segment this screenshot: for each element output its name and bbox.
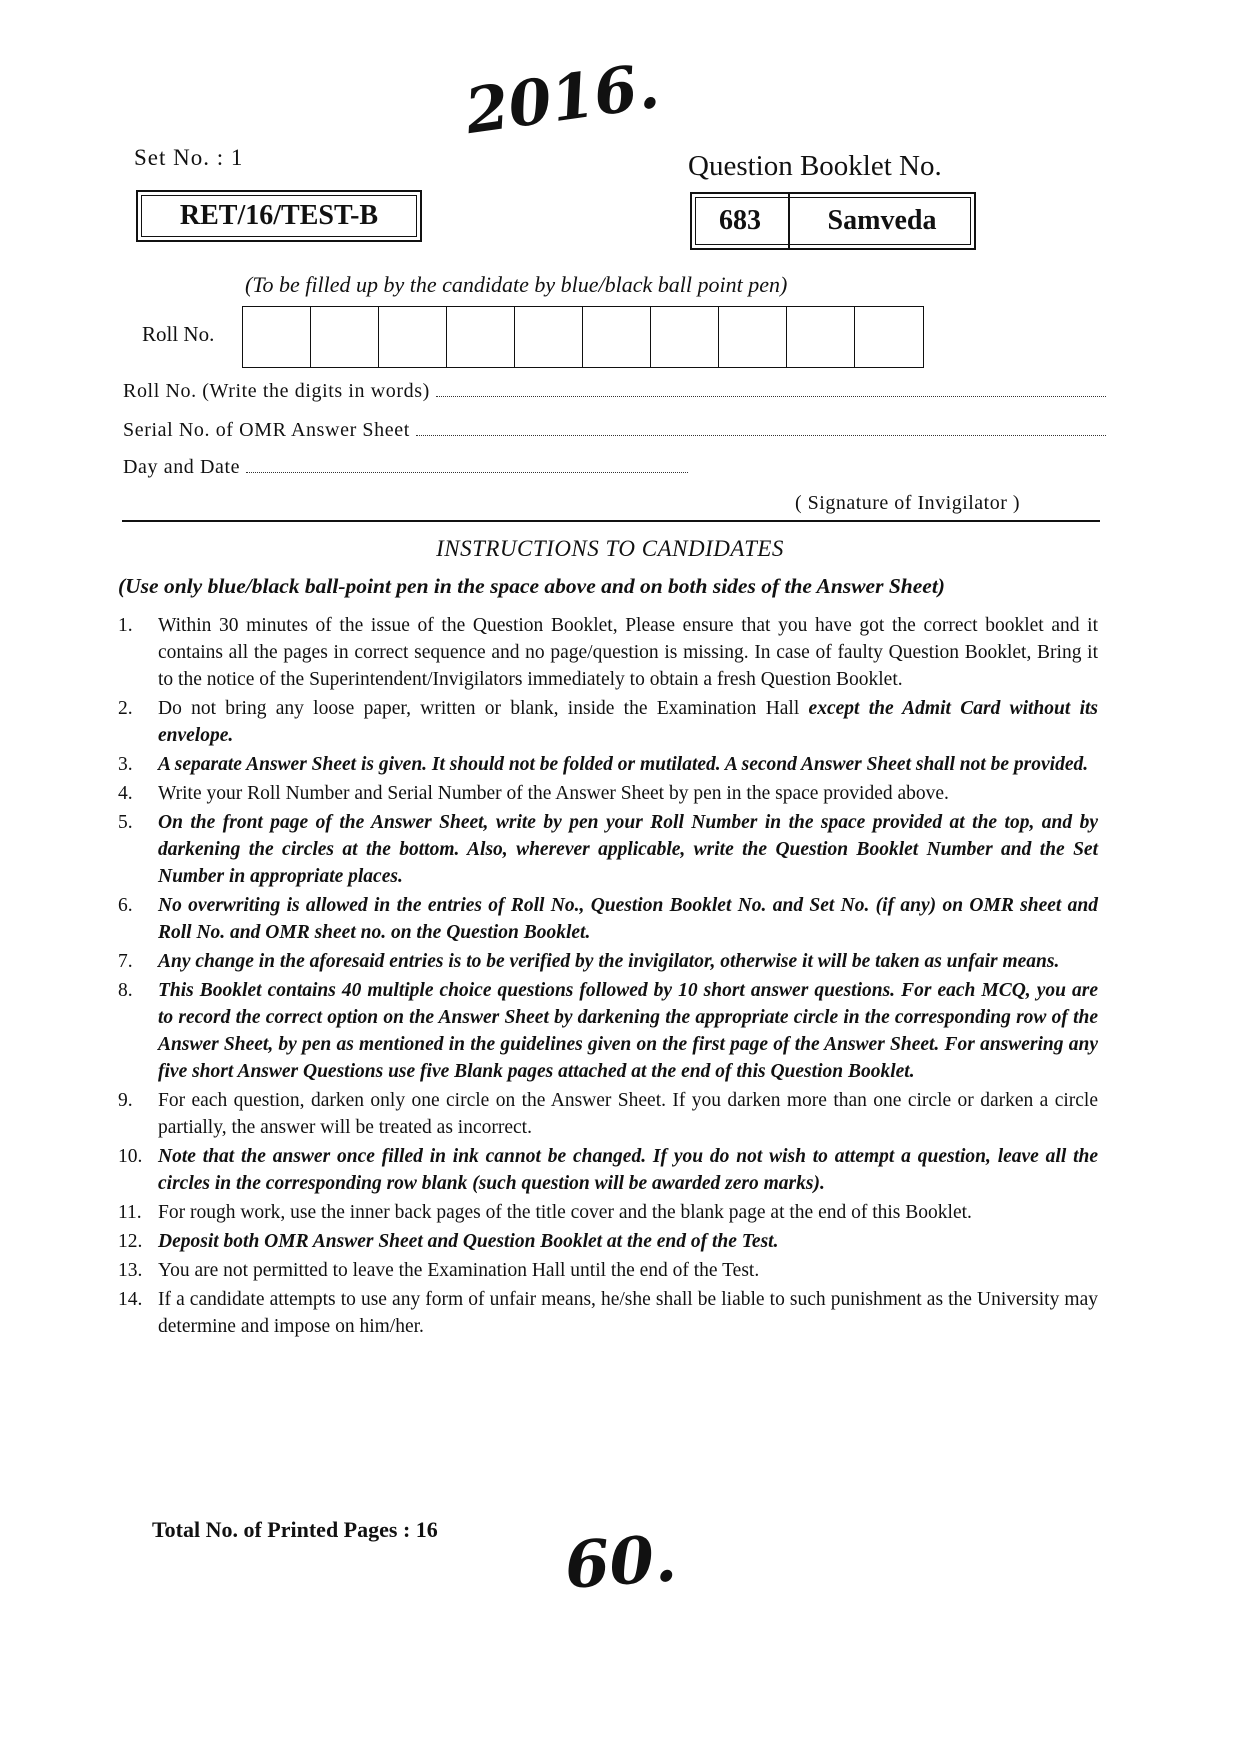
instruction-item [118, 780, 1098, 807]
instruction-text [158, 751, 1098, 778]
instruction-item [118, 751, 1098, 778]
instruction-item [118, 695, 1098, 749]
handwritten-year: 2016. [460, 48, 664, 149]
booklet-name: Samveda [827, 205, 937, 236]
instruction-number: 6. [118, 895, 133, 916]
roll-digit-box[interactable] [719, 307, 787, 367]
instruction-emphasis-text: Note that the answer once filled in ink cannot be changed. If you do not wish to attempt a question, leave all the circles in the corresponding row blank (such question will be awarded zero marks). [158, 1146, 1098, 1194]
instruction-number: 11. [118, 1202, 142, 1223]
instructions-list [118, 612, 1098, 1342]
instruction-item [118, 612, 1098, 693]
invigilator-signature-label: ( Signature of Invigilator ) [795, 492, 1021, 514]
instruction-text [158, 892, 1098, 946]
instruction-number: 10. [118, 1146, 143, 1167]
instruction-number: 1. [118, 615, 133, 636]
instruction-number: 4. [118, 783, 133, 804]
roll-in-words-blank[interactable] [436, 395, 1106, 397]
instruction-emphasis-text: On the front page of the Answer Sheet, write by pen your Roll Number in the space provided at the top, and by darkening the circles at the bottom. Also, wherever applicable, write the Question Booklet Number and the Set Number in appropriate places. [158, 812, 1098, 887]
instruction-item [118, 1257, 1098, 1284]
day-date-label: Day and Date [123, 456, 241, 478]
instruction-number: 7. [118, 951, 133, 972]
roll-digit-box[interactable] [583, 307, 651, 367]
instruction-plain-text: For each question, darken only one circle on the Answer Sheet. If you darken more than one circle or darken a circle partially, the answer will be treated as incorrect. [158, 1090, 1098, 1138]
instruction-item [118, 892, 1098, 946]
instruction-item [118, 1087, 1098, 1141]
instruction-item [118, 809, 1098, 890]
roll-digit-box[interactable] [651, 307, 719, 367]
instruction-number: 14. [118, 1289, 143, 1310]
instruction-emphasis-text: No overwriting is allowed in the entries of Roll No., Question Booklet No. and Set No. (if any) on OMR sheet and Roll No. and OMR sheet no. on the Question Booklet. [158, 895, 1098, 943]
instruction-number: 5. [118, 812, 133, 833]
day-date-field [123, 456, 688, 479]
instruction-plain-text: If a candidate attempts to use any form of unfair means, he/she shall be liable to such punishment as the University may determine and impose on him/her. [158, 1289, 1098, 1337]
instruction-item [118, 1143, 1098, 1197]
instruction-item [118, 977, 1098, 1085]
omr-serial-field [123, 419, 1106, 442]
instruction-text [158, 1199, 1098, 1226]
instruction-text [158, 809, 1098, 890]
roll-digit-box[interactable] [379, 307, 447, 367]
instructions-subtitle: (Use only blue/black ball-point pen in the space above and on both sides of the Answer Sheet) [118, 574, 945, 598]
instruction-emphasis-text: A separate Answer Sheet is given. It should not be folded or mutilated. A second Answer Sheet shall not be provided. [158, 754, 1089, 775]
roll-in-words-field [123, 380, 1106, 403]
handwritten-marks: 60. [562, 1521, 679, 1604]
instruction-plain-text: Do not bring any loose paper, written or blank, inside the Examination Hall [158, 698, 800, 719]
roll-digit-box[interactable] [311, 307, 379, 367]
instruction-text [158, 1286, 1098, 1340]
instruction-text [158, 1143, 1098, 1197]
instruction-emphasis-text: Deposit both OMR Answer Sheet and Question Booklet at the end of the Test. [158, 1231, 779, 1252]
booklet-number: 683 [692, 194, 790, 248]
test-code-box: RET/16/TEST-B [136, 190, 422, 242]
booklet-number-heading: Question Booklet No. [688, 150, 942, 182]
instruction-number: 12. [118, 1231, 143, 1252]
fill-instruction-note: (To be filled up by the candidate by blue/black ball point pen) [245, 272, 788, 297]
instruction-text [158, 948, 1098, 975]
booklet-number-box [690, 192, 976, 250]
roll-in-words-label: Roll No. (Write the digits in words) [123, 380, 430, 402]
day-date-blank[interactable] [246, 471, 688, 473]
instruction-number: 13. [118, 1260, 143, 1281]
instruction-emphasis-text: except the Admit Card without its envelope. [158, 698, 1098, 746]
instruction-item [118, 948, 1098, 975]
instruction-number: 8. [118, 980, 133, 1001]
instruction-emphasis-text: Any change in the aforesaid entries is to be verified by the invigilator, otherwise it will be taken as unfair means. [158, 951, 1060, 972]
instruction-item [118, 1199, 1098, 1226]
instruction-number: 9. [118, 1090, 133, 1111]
instruction-text [158, 977, 1098, 1085]
roll-digit-box[interactable] [855, 307, 923, 367]
instruction-number: 2. [118, 698, 133, 719]
omr-serial-blank[interactable] [416, 434, 1106, 436]
instruction-text [158, 780, 1098, 807]
printed-pages-count: Total No. of Printed Pages : 16 [152, 1517, 438, 1542]
roll-number-grid [242, 306, 924, 368]
instruction-plain-text: Write your Roll Number and Serial Number of the Answer Sheet by pen in the space provided above. [158, 783, 949, 804]
roll-digit-box[interactable] [243, 307, 311, 367]
roll-digit-box[interactable] [447, 307, 515, 367]
instruction-text [158, 612, 1098, 693]
instruction-text [158, 695, 1098, 749]
instruction-text [158, 1087, 1098, 1141]
instruction-text [158, 1228, 1098, 1255]
set-number: Set No. : 1 [134, 145, 244, 170]
instruction-text [158, 1257, 1098, 1284]
omr-serial-label: Serial No. of OMR Answer Sheet [123, 419, 410, 441]
roll-digit-box[interactable] [787, 307, 855, 367]
instruction-plain-text: You are not permitted to leave the Examination Hall until the end of the Test. [158, 1260, 760, 1281]
section-divider [122, 520, 1100, 522]
instruction-item [118, 1228, 1098, 1255]
instruction-number: 3. [118, 754, 133, 775]
instruction-plain-text: For rough work, use the inner back pages of the title cover and the blank page at the end of this Booklet. [158, 1202, 972, 1223]
roll-digit-box[interactable] [515, 307, 583, 367]
roll-number-label: Roll No. [142, 322, 215, 346]
instruction-emphasis-text: This Booklet contains 40 multiple choice questions followed by 10 short answer questions. For each MCQ, you are to record the correct option on the Answer Sheet by darkening the appropriate circle in the corresponding row of the Answer Sheet, by pen as mentioned in the guidelines given on the first page of the Answer Sheet. For answering any five short Answer Questions use five Blank pages attached at the end of this Question Booklet. [158, 980, 1098, 1082]
instruction-item [118, 1286, 1098, 1340]
instruction-plain-text: Within 30 minutes of the issue of the Question Booklet, Please ensure that you have got the correct booklet and it contains all the pages in correct sequence and no page/question is missing. In case of faulty Question Booklet, Bring it to the notice of the Superintendent/Invigilators immediately to obtain a fresh Question Booklet. [158, 615, 1098, 690]
instructions-title: INSTRUCTIONS TO CANDIDATES [436, 536, 784, 561]
